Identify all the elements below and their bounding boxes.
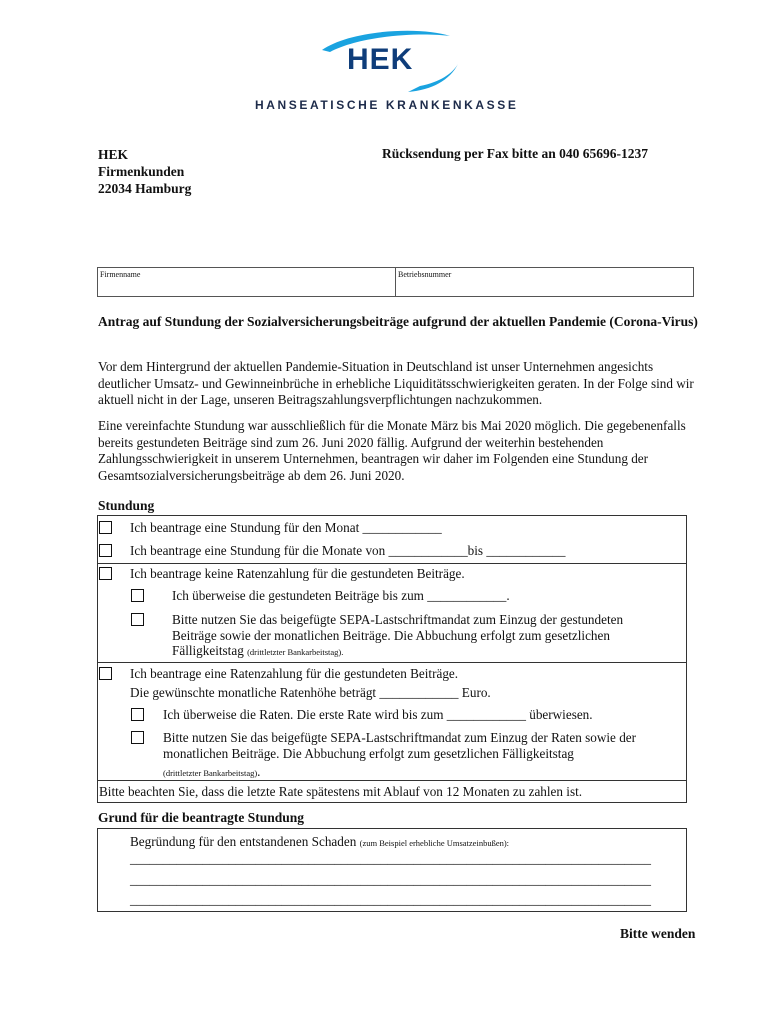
option-ueberweisung-beitraege: Ich überweise die gestundeten Beiträge bis zum ____________.: [172, 588, 510, 603]
grund-input-line[interactable]: _______________________________________________________________________________: [130, 851, 651, 866]
logo-tagline: HANSEATISCHE KRANKENKASSE: [255, 98, 519, 112]
intro-paragraph: Vor dem Hintergrund der aktuellen Pandemie-Situation in Deutschland ist unser Unternehmen angesichts deutlicher Umsatz- und Gewinneinbrüche in erhebliche Liquiditätsschwierigkeiten geraten. In der Folge sind wir aktuell nicht in der Lage, unseren Beitragszahlungsverpflichtungen nachzukommen.: [98, 359, 694, 407]
checkbox-sepa-beitraege[interactable]: [131, 613, 144, 626]
company-id-fields: [97, 267, 694, 297]
recipient-address: [98, 146, 191, 197]
option-ueberweisung-raten: Ich überweise die Raten. Die erste Rate wird bis zum ____________ überwiesen.: [163, 707, 593, 722]
grund-input-line[interactable]: _______________________________________________________________________________: [130, 892, 651, 907]
option-sepa-raten-line: monatlichen Beiträge. Die Abbuchung erfolgt zum gesetzlichen Fälligkeitstag: [163, 746, 574, 761]
option-ratenzahlung: Ich beantrage eine Ratenzahlung für die gestundeten Beiträge.: [130, 666, 459, 681]
option-stundung-monat: Ich beantrage eine Stundung für den Monat ____________: [130, 520, 442, 535]
grund-input-line[interactable]: _______________________________________________________________________________: [130, 872, 651, 887]
section-heading-stundung: Stundung: [98, 498, 155, 513]
company-name-field[interactable]: [98, 268, 396, 296]
company-number-label: Betriebsnummer: [398, 270, 452, 279]
address-line: Firmenkunden: [98, 164, 185, 179]
grund-example: (zum Beispiel erhebliche Umsatzeinbußen):: [359, 838, 510, 848]
section-heading-grund: Grund für die beantragte Stundung: [98, 810, 305, 825]
checkbox-ueberweisung-raten[interactable]: [131, 708, 144, 721]
divider: [97, 662, 687, 663]
bankarbeitstag-note: (drittletzter Bankarbeitstag): [163, 768, 258, 778]
option-stundung-monate: Ich beantrage eine Stundung für die Monate von ____________bis ____________: [130, 543, 566, 558]
please-turn-over: Bitte wenden: [620, 926, 696, 941]
divider: [97, 780, 687, 781]
option-sepa-beitraege-line: Bitte nutzen Sie das beigefügte SEPA-Lastschriftmandat zum Einzug der gestundeten: [172, 612, 624, 627]
option-sepa-beitraege-line: Beiträge sowie der monatlichen Beiträge. Die Abbuchung erfolgt zum gesetzlichen: [172, 628, 610, 643]
last-rate-note: Bitte beachten Sie, dass die letzte Rate spätestens mit Ablauf von 12 Monaten zu zahlen ist.: [99, 784, 583, 799]
grund-label-line: [130, 834, 509, 850]
bankarbeitstag-note: (drittletzter Bankarbeitstag).: [247, 647, 344, 657]
checkbox-ratenzahlung[interactable]: [99, 667, 112, 680]
checkbox-ueberweisung-beitraege[interactable]: [131, 589, 144, 602]
option-ratenhoehe: Die gewünschte monatliche Ratenhöhe beträgt ____________ Euro.: [130, 685, 491, 700]
checkbox-stundung-monat[interactable]: [99, 521, 112, 534]
intro-paragraph: Eine vereinfachte Stundung war ausschließlich für die Monate März bis Mai 2020 möglich. Die gegebenenfalls bereits gestundeten Beiträge sind zum 26. Juni 2020 fällig. Aufgrund der weiterhin bestehenden Zahlungsschwierigkeit in unserem Unternehmen, beantragen wir daher im Folgenden eine Stundung der Gesamtsozialversicherungsbeiträge ab dem 26. Juni 2020.: [98, 418, 686, 483]
option-sepa-raten-line: Bitte nutzen Sie das beigefügte SEPA-Lastschriftmandat zum Einzug der Raten sowie der: [163, 730, 637, 745]
period: .: [257, 764, 261, 779]
company-name-label: Firmenname: [100, 270, 141, 279]
address-line: HEK: [98, 147, 129, 162]
option-sepa-raten-line: [163, 764, 260, 780]
faelligkeitstag-text: Fälligkeitstag: [172, 643, 244, 658]
logo-text: HEK: [347, 43, 414, 76]
company-number-field[interactable]: [396, 268, 693, 296]
form-title: Antrag auf Stundung der Sozialversicherungsbeiträge aufgrund der aktuellen Pandemie (Corona-Virus): [98, 314, 698, 329]
fax-note: Rücksendung per Fax bitte an 040 65696-1237: [382, 146, 649, 161]
checkbox-stundung-monate[interactable]: [99, 544, 112, 557]
checkbox-sepa-raten[interactable]: [131, 731, 144, 744]
grund-label: Begründung für den entstandenen Schaden: [130, 834, 357, 849]
option-keine-ratenzahlung: Ich beantrage keine Ratenzahlung für die gestundeten Beiträge.: [130, 566, 465, 581]
checkbox-keine-ratenzahlung[interactable]: [99, 567, 112, 580]
option-sepa-beitraege-line: [172, 643, 343, 659]
address-line: 22034 Hamburg: [98, 181, 192, 196]
divider: [97, 563, 687, 564]
